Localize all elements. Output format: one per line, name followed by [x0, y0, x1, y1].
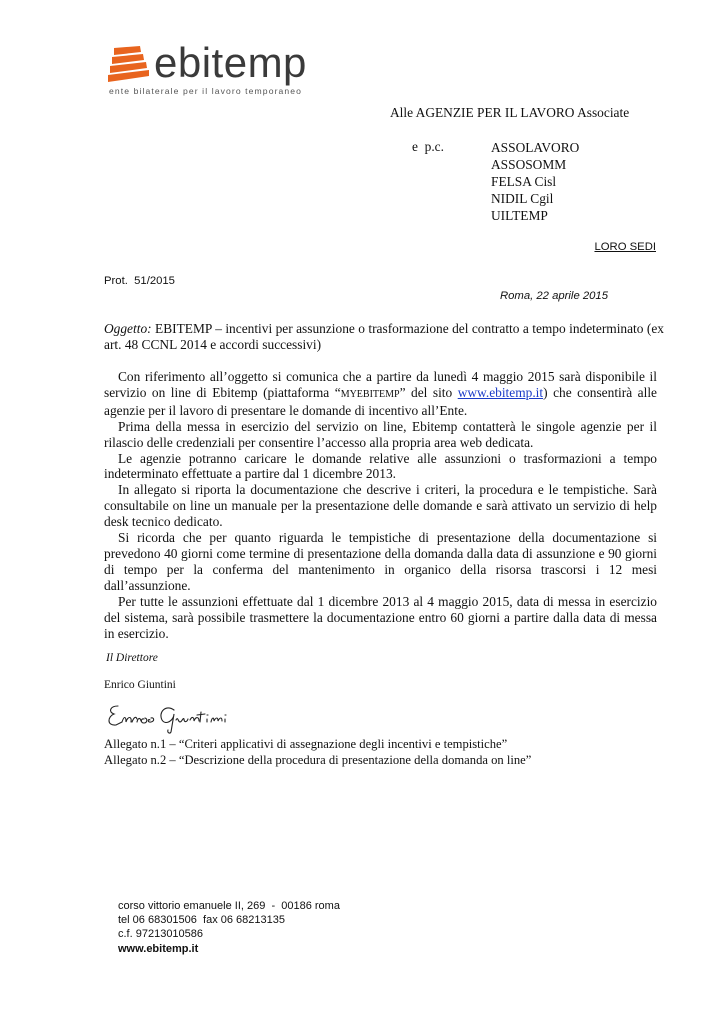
attachment-item: Allegato n.1 – “Criteri applicativi di assegnazione degli incentivi e tempistiche”	[104, 737, 508, 751]
subject-label: Oggetto:	[104, 321, 152, 336]
logo-wordmark: ebitemp	[154, 39, 307, 86]
attachments	[104, 737, 531, 768]
cc-item: UILTEMP	[491, 208, 548, 223]
paragraph: Con riferimento all’oggetto si comunica che a partire da lunedì 4 maggio 2015 sarà disponibile il servizio on line di Ebitemp (piattaforma “MYEBITEMP” del sito www.ebitemp.it) che consentirà alle agenzie per il lavoro di presentare le domande di incentivo all’Ente.	[104, 369, 657, 418]
handwritten-signature	[104, 700, 244, 734]
footer	[118, 899, 340, 956]
website-link[interactable]: www.ebitemp.it	[457, 384, 544, 400]
protocol-number: Prot. 51/2015	[104, 275, 175, 287]
paragraph: Si ricorda che per quanto riguarda le tempistiche di presentazione della documentazione si prevedono 40 giorni come termine di presentazione della domanda dalla data di assunzione e 90 giorni di tempo per la conferma del mantenimento in organico della risorsa trascorsi i 12 mesi dall’assunzione.	[104, 530, 657, 593]
logo-mark-icon	[108, 46, 150, 82]
logo-subtitle: ente bilaterale per il lavoro temporaneo	[109, 86, 303, 96]
cc-item: NIDIL Cgil	[491, 191, 554, 206]
footer-cf: c.f. 97213010586	[118, 928, 204, 941]
signer-name: Enrico Giuntini	[104, 679, 176, 691]
platform-name: MYEBITEMP	[340, 388, 400, 400]
paragraph: Prima della messa in esercizio del servizio on line, Ebitemp contatterà le singole agenzie per il rilascio delle credenziali per consentire l’accesso alla propria area web dedicata.	[104, 418, 657, 450]
loro-sedi: LORO SEDI	[594, 241, 656, 253]
subject	[104, 321, 664, 353]
letter-body	[104, 369, 657, 641]
cc-item: FELSA Cisl	[491, 174, 557, 189]
paragraph: In allegato si riporta la documentazione che descrive i criteri, la procedura e le tempistiche. Sarà consultabile on line un manuale per la presentazione delle domande e sarà attivato un servizio di help desk tecnico dedicato.	[104, 482, 657, 530]
logo	[108, 39, 328, 98]
paragraph: Le agenzie potranno caricare le domande relative alle assunzioni o trasformazioni a tempo indeterminato effettuate a partire dal 1 dicembre 2013.	[104, 450, 657, 482]
signer-role: Il Direttore	[106, 652, 158, 664]
cc-item: ASSOSOMM	[491, 157, 567, 172]
recipient-to: Alle AGENZIE PER IL LAVORO Associate	[390, 105, 630, 120]
cc-item: ASSOLAVORO	[491, 140, 580, 155]
cc-list	[491, 139, 579, 224]
footer-phone: tel 06 68301506 fax 06 68213135	[118, 914, 285, 927]
paragraph: Per tutte le assunzioni effettuate dal 1 dicembre 2013 al 4 maggio 2015, data di messa in esercizio del sistema, sarà possibile trasmettere la documentazione entro 60 giorni a partire dalla data di messa in esercizio.	[104, 593, 657, 641]
cc-label: e p.c.	[412, 139, 444, 154]
place-date: Roma, 22 aprile 2015	[499, 290, 608, 302]
footer-website[interactable]: www.ebitemp.it	[118, 942, 199, 955]
attachment-item: Allegato n.2 – “Descrizione della procedura di presentazione della domanda on line”	[104, 752, 532, 767]
footer-address: corso vittorio emanuele II, 269 - 00186 roma	[118, 900, 340, 912]
subject-text: EBITEMP – incentivi per assunzione o trasformazione del contratto a tempo indeterminato (ex art. 48 CCNL 2014 e accordi successivi)	[104, 321, 664, 352]
